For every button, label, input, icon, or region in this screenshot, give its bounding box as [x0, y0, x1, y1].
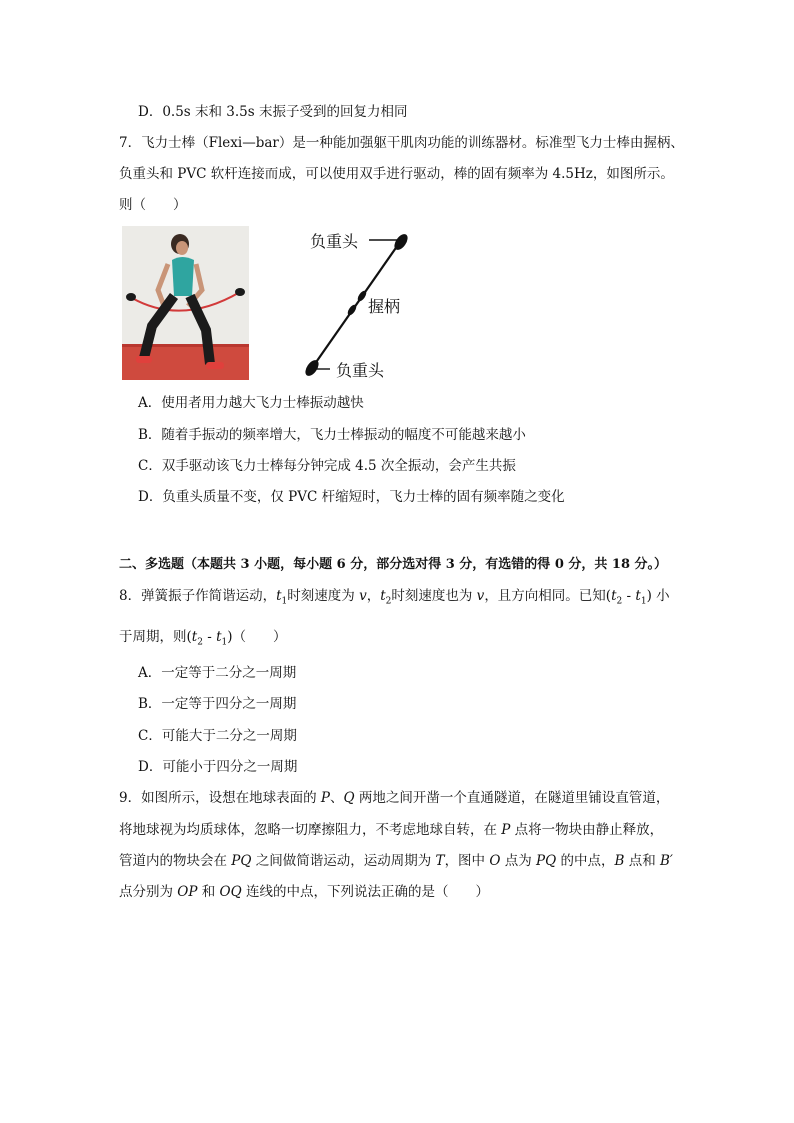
q9-stem-line-2 — [119, 820, 663, 840]
diagram-label-handle: 握柄 — [368, 297, 401, 316]
q8-v1: v — [359, 588, 367, 604]
q8-text-a: 8．弹簧振子作简谐运动， — [119, 588, 277, 604]
q7-option-d: D．负重头质量不变，仅 PVC 杆缩短时，飞力士棒的固有频率随之变化 — [138, 489, 565, 505]
q9-stem-line-1 — [119, 788, 669, 808]
q7-stem-line-1: 7．飞力士棒（Flexi—bar）是一种能加强躯干肌肉功能的训练器材。标准型飞力士棒由握柄、 — [119, 135, 684, 151]
q9-line3-b: 之间做简谐运动，运动周期为 — [251, 853, 436, 869]
q9-PQ-2: PQ — [536, 853, 557, 869]
q9-Q: Q — [343, 790, 355, 806]
q9-line3-f: 点和 — [624, 853, 660, 869]
q9-PQ-1: PQ — [231, 853, 252, 869]
q9-B-prime: B′ — [660, 853, 673, 869]
q8-text-b: 时刻速度为 — [287, 588, 360, 604]
q9-line3-a: 管道内的物块会在 — [119, 853, 232, 869]
q8-line2-minus: - — [202, 629, 217, 645]
bottom-weight-head — [303, 358, 322, 378]
q9-line3-c: ，图中 — [444, 853, 490, 869]
q9-O: O — [489, 853, 501, 869]
q9-stem-line-3 — [119, 851, 673, 871]
q8-line2-text-a: 于周期，则( — [119, 629, 192, 645]
q7-option-b: B．随着手振动的频率增大，飞力士棒振动的幅度不可能越来越小 — [138, 427, 526, 443]
q8-t1-sub: 1 — [281, 596, 288, 607]
q8-option-d: D．可能小于四分之一周期 — [138, 759, 298, 775]
q9-stem-line-4 — [119, 882, 489, 902]
q9-line4-c: 连线的中点，下列说法正确的是（ ） — [241, 884, 489, 900]
q8-line2-t2-sub: 2 — [197, 637, 203, 648]
q9-line1-b: 、 — [329, 790, 344, 806]
q8-expr-t1-sub: 1 — [640, 596, 647, 607]
q8-option-b: B．一定等于四分之一周期 — [138, 696, 297, 712]
q8-line2-close: )（ ） — [227, 629, 287, 645]
q8-t2-sub: 2 — [385, 596, 392, 607]
q9-line1-a: 9．如图所示，设想在地球表面的 — [119, 790, 321, 806]
q9-B: B — [614, 853, 625, 869]
q8-line2-t1: t — [216, 629, 222, 645]
q9-line2-P: P — [501, 822, 511, 838]
q8-expr-minus: - — [622, 588, 636, 604]
q7-stem-line-2: 负重头和 PVC 软杆连接而成，可以使用双手进行驱动，棒的固有频率为 4.5Hz，如图所示。 — [119, 166, 674, 182]
flexi-bar-photo — [122, 226, 249, 380]
q7-stem-line-3: 则（ ） — [119, 197, 187, 213]
diagram-label-bottom-weight: 负重头 — [336, 361, 385, 380]
q8-line2-t1-sub: 1 — [221, 637, 228, 648]
q8-option-c: C．可能大于二分之一周期 — [138, 728, 297, 744]
q8-stem-line-1 — [119, 586, 670, 612]
section-2-heading: 二、多选题（本题共 3 小题，每小题 6 分，部分选对得 3 分，有选错的得 0 分，共 18 分。） — [119, 557, 668, 572]
q9-OQ: OQ — [219, 884, 242, 900]
q8-expr-t2: t — [611, 588, 617, 604]
q9-line2-a: 将地球视为均质球体，忽略一切摩擦阻力，不考虑地球自转，在 — [119, 822, 502, 838]
q8-expr-t2-sub: 2 — [616, 596, 623, 607]
q9-P: P — [320, 790, 330, 806]
q9-line4-a: 点分别为 — [119, 884, 178, 900]
q8-text-f: ) 小 — [646, 588, 670, 604]
q7-option-a: A．使用者用力越大飞力士棒振动越快 — [138, 395, 364, 411]
q8-t1: t — [276, 588, 282, 604]
q8-line2-t2: t — [191, 629, 198, 645]
q8-text-d: 时刻速度也为 — [391, 588, 477, 604]
q8-option-a: A．一定等于二分之一周期 — [138, 665, 297, 681]
flexi-bar-diagram — [296, 226, 426, 386]
q7-option-c: C．双手驱动该飞力士棒每分钟完成 4.5 次全振动，会产生共振 — [138, 458, 516, 474]
q8-stem-line-2 — [119, 627, 287, 653]
q9-line3-d: 点为 — [500, 853, 537, 869]
diagram-label-top-weight: 负重头 — [310, 232, 359, 251]
q8-text-e: ，且方向相同。已知( — [484, 588, 612, 604]
q8-t2: t — [380, 588, 386, 604]
q9-T: T — [435, 853, 445, 869]
q9-line3-e: 的中点， — [556, 853, 615, 869]
q8-v2: v — [476, 588, 485, 604]
q9-OP: OP — [177, 884, 198, 900]
q6-option-d: D．0.5s 末和 3.5s 末振子受到的回复力相同 — [138, 104, 408, 120]
q9-line2-b: 点将一物块由静止释放， — [510, 822, 664, 838]
q9-line4-b: 和 — [197, 884, 220, 900]
q8-expr-t1: t — [635, 588, 641, 604]
q8-text-c: ， — [366, 588, 381, 604]
q9-line1-c: 两地之间开凿一个直通隧道，在隧道里铺设直管道， — [354, 790, 670, 806]
